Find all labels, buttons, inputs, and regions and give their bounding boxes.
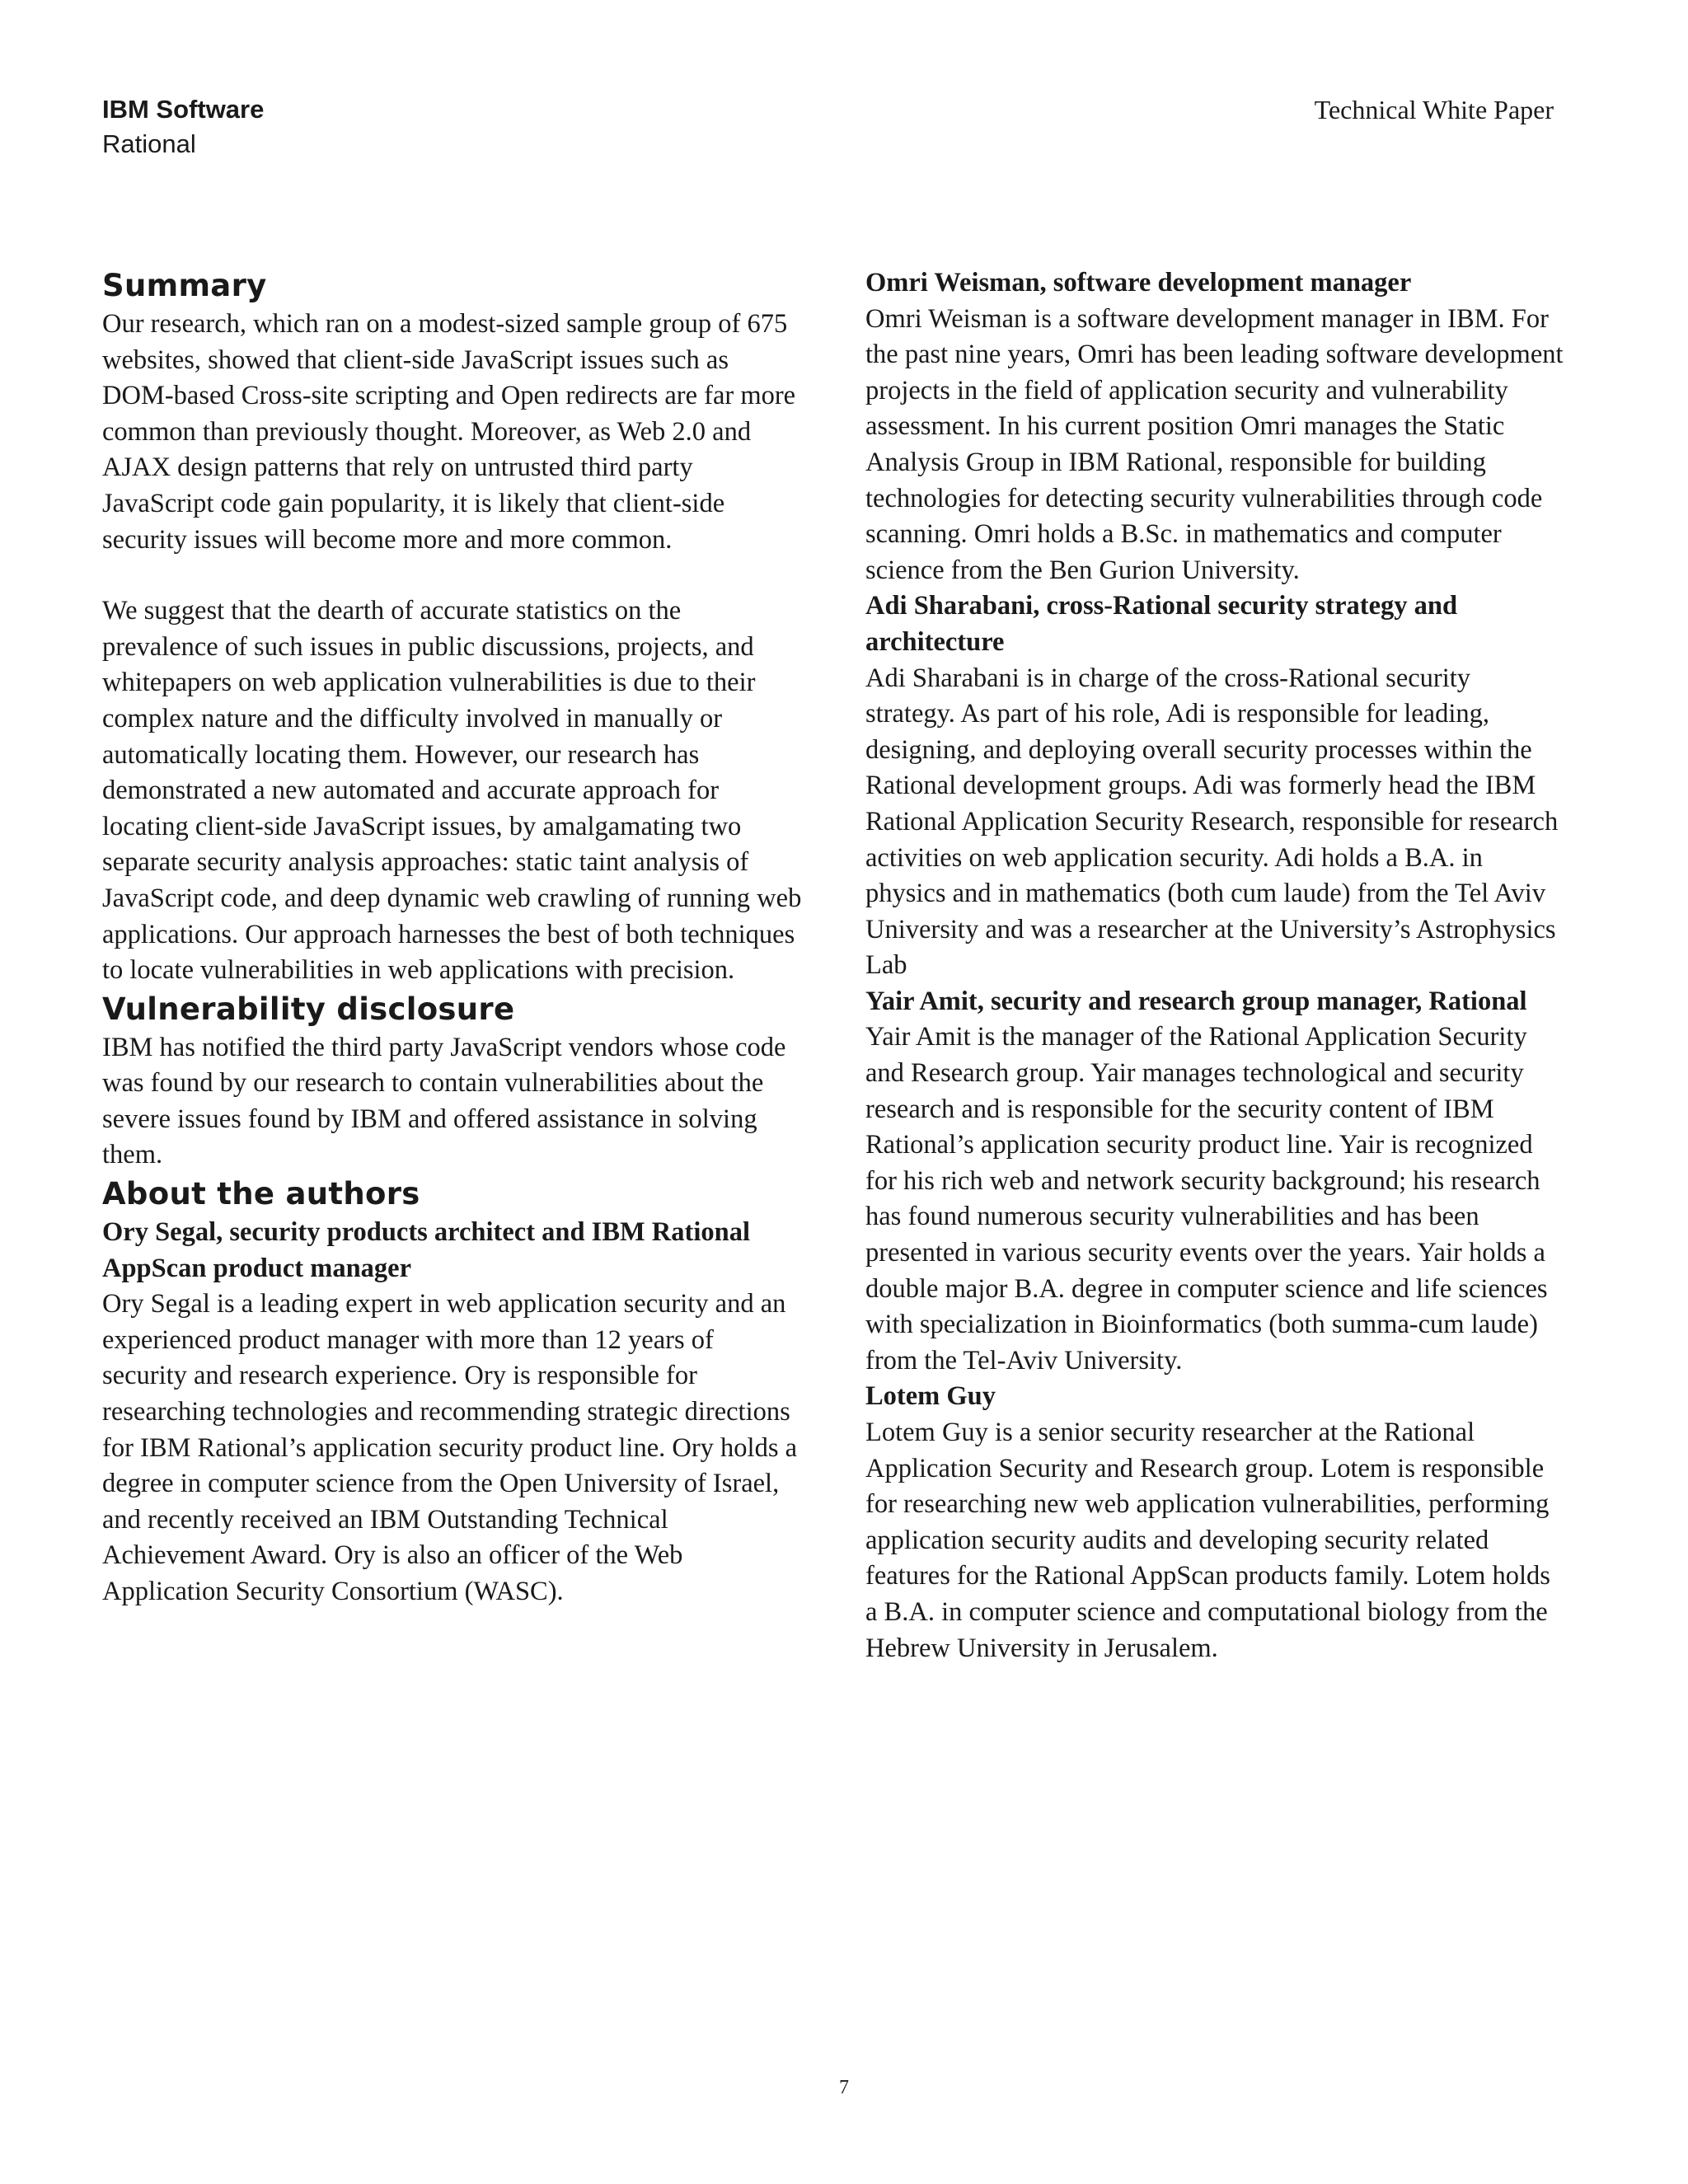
document-type: Technical White Paper [1314,95,1554,124]
disclosure-heading: Vulnerability disclosure [102,991,515,1027]
author-bio-ory: Ory Segal is a leading expert in web application security and an experienced product manager with more than 12 years of security and research experience. Ory is responsible for researching technologies and recommending strategic directions for IBM Rational’s application security product line. Ory holds a degree in computer science from the Open University of Israel, and recently received an IBM Outstanding Technical Achievement Award. Ory is also an officer of the Web Application Security Consortium (WASC). [102,1289,798,1606]
disclosure-paragraph: IBM has notified the third party JavaScript vendors whose code was found by our research to contain vulnerabilities about the severe issues found by IBM and offered assistance in solving them. [102,1032,786,1170]
author-bio-omri: Omri Weisman is a software development manager in IBM. For the past nine years, Omri has been leading software development projects in the field of application security and vulnerability assessment. In his current position Omri manages the Static Analysis Group in IBM Rational, responsible for building technologies for detecting security vulnerabilities through code scanning. Omri holds a B.Sc. in mathematics and computer science from the Ben Gurion University. [865,303,1564,585]
authors-heading: About the authors [102,1176,420,1212]
author-name-ory: Ory Segal, security products architect and IBM Rational AppScan product manager [102,1217,750,1283]
author-name-yair: Yair Amit, security and research group manager, Rational [865,986,1527,1016]
left-column [102,265,803,1610]
author-name-omri: Omri Weisman, software development manager [865,268,1412,298]
division-name: Rational [102,129,196,158]
author-bio-adi: Adi Sharabani is in charge of the cross-Rational security strategy. As part of his role, Adi is responsible for leading, designing, and deploying overall security processes within the Rational development groups. Adi was formerly head the IBM Rational Application Security Research, responsible for research activities on web application security. Adi holds a B.A. in physics and in mathematics (both cum laude) from the Tel Aviv University and was a researcher at the University’s Astrophysics Lab [865,663,1559,981]
summary-paragraph-2: We suggest that the dearth of accurate statistics on the prevalence of such issues in public discussions, projects, and whitepapers on web application vulnerabilities is due to their complex nature and the difficulty involved in manually or automatically locating them. However, our research has demonstrated a new automated and accurate approach for locating client-side JavaScript issues, by amalgamating two separate security analysis approaches: static taint analysis of JavaScript code, and deep dynamic web crawling of running web applications. Our approach harnesses the best of both techniques to locate vulnerabilities in web applications with precision. [102,596,802,986]
author-bio-yair: Yair Amit is the manager of the Rational Application Security and Research group. Yair manages technological and security research and is responsible for the security content of IBM Rational’s application security product line. Yair is recognized for his rich web and network security background; his research has found numerous security vulnerabilities and has been presented in various security events over the years. Yair holds a double major B.A. degree in computer science and life sciences with specialization in Bioinformatics (both summa-cum laude) from the Tel-Aviv University. [865,1022,1548,1376]
author-bio-lotem: Lotem Guy is a senior security researcher at the Rational Application Security and Research group. Lotem is responsible for researching new web application vulnerabilities, performing application security audits and developing security related features for the Rational AppScan products family. Lotem holds a B.A. in computer science and computational biology from the Hebrew University in Jerusalem. [865,1418,1550,1663]
summary-heading: Summary [102,268,267,303]
author-name-lotem: Lotem Guy [865,1381,996,1412]
summary-paragraph-1: Our research, which ran on a modest-sized sample group of 675 websites, showed that client-side JavaScript issues such as DOM-based Cross-site scripting and Open redirects are far more common than previously thought. Moreover, as Web 2.0 and AJAX design patterns that rely on untrusted third party JavaScript code gain popularity, it is likely that client-side security issues will become more and more common. [102,309,796,555]
page-number: 7 [839,2077,849,2098]
brand-name: IBM Software [102,95,265,124]
page-header-left [102,92,264,162]
author-name-adi: Adi Sharabani, cross-Rational security strategy and architecture [865,591,1458,657]
right-column [865,265,1566,1666]
